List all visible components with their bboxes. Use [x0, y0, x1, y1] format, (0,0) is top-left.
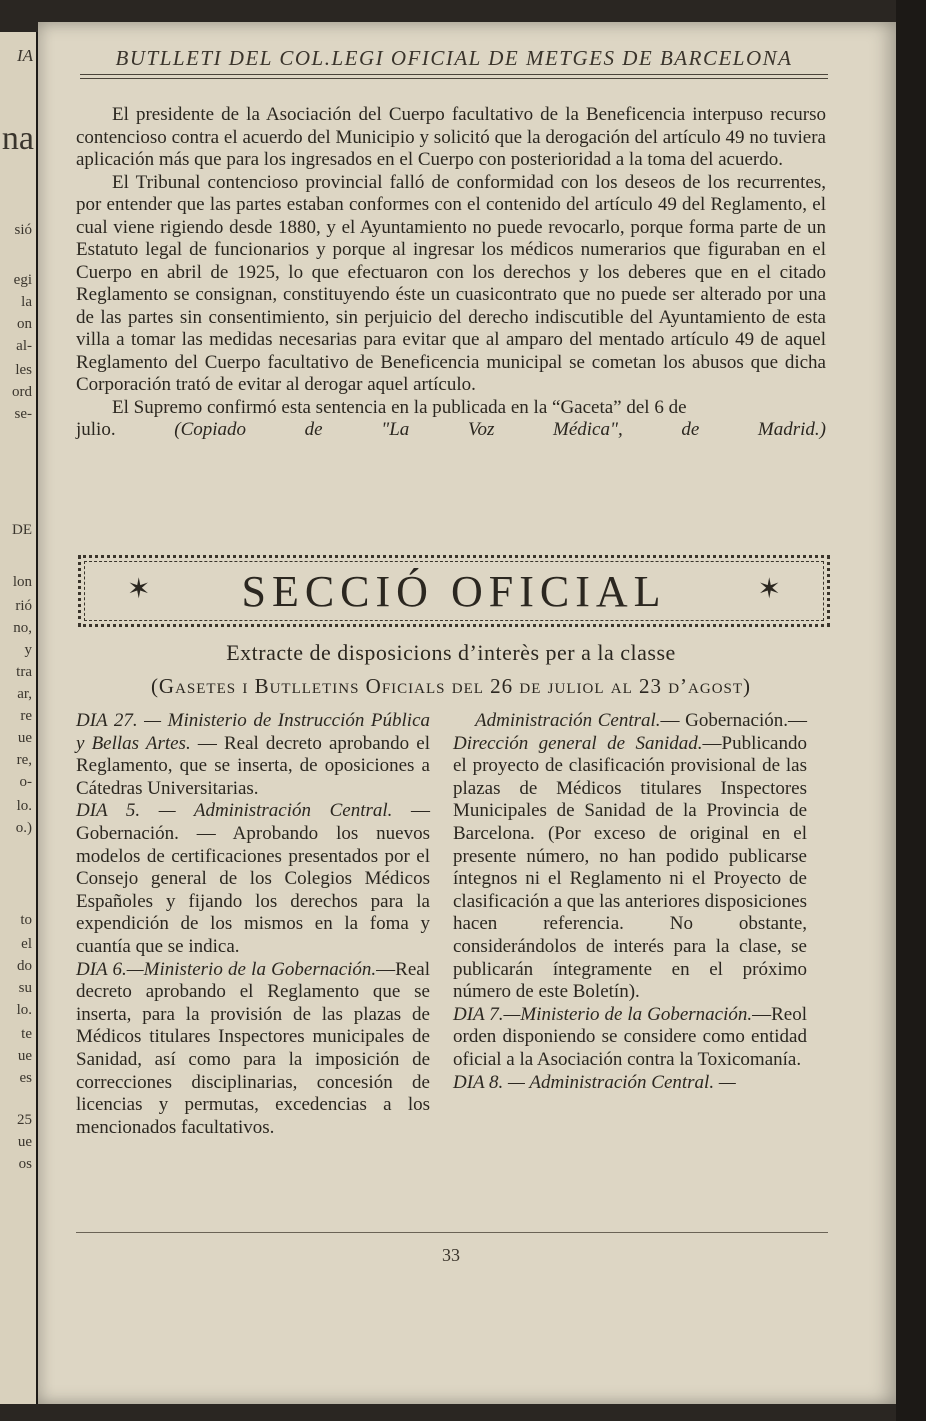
previous-page-text: es [19, 1070, 32, 1086]
entry-lead: DIA 5. — Administración Central. [76, 800, 393, 822]
entry [453, 710, 807, 1004]
previous-page-text: no, [13, 620, 32, 636]
previous-page-text: sió [14, 222, 32, 238]
previous-page-text: ue [17, 1134, 32, 1150]
footer-rule [76, 1232, 828, 1233]
previous-page-text: ue [17, 730, 32, 746]
entry-lead: DIA 7.—Ministerio de la Gobernación. [453, 1003, 753, 1025]
entry-lead: Dirección general de Sanidad. [453, 732, 703, 754]
previous-page-text: na [1, 120, 34, 157]
entry [453, 1004, 807, 1072]
previous-page-text: egi [13, 272, 32, 288]
entry [76, 959, 430, 1140]
entry [76, 710, 430, 800]
previous-page-text: la [21, 294, 32, 310]
section-title: SECCIÓ OFICIAL [241, 566, 667, 616]
previous-page-text: te [21, 1026, 32, 1042]
section-banner [78, 555, 830, 627]
attribution-line [76, 419, 826, 442]
previous-page-text: DE [12, 522, 32, 538]
entry [76, 800, 430, 958]
entry-lead: Administración Central. [475, 710, 661, 731]
paragraph: El Supremo confirmó esta sentencia en la publicada en la “Gaceta” del 6 de [112, 396, 687, 418]
paragraph: El presidente de la Asociación del Cuerpo facultativo de la Beneficencia interpuso recurso contencioso contra el acuerdo del Municipio y solicitó que la derogación del artículo 49 no tuviera aplicación más que para los ingresados en el Cuerpo con posterioridad a la toma del acuerdo. [76, 104, 826, 170]
previous-page-text: 25 [17, 1112, 32, 1128]
entry-text: —Publicando el proyecto de clasificación provisional de las plazas de Médicos titulares Inspectores Municipales de Sanidad de la Provincia de Barcelona. (Por exceso de original en el presente número, no han podido publicarse íntegnos ni el Reglamento ni el Proyecto de clasificación a que las anteriores disposiciones hacen referencia. No obstante, considerándolos de interés para la clase, se publicarán íntegramente en el próximo número de este Boletín). [453, 732, 808, 1003]
previous-page-text: do [17, 958, 32, 974]
binding-shadow [896, 0, 926, 1421]
head-rule [80, 74, 828, 75]
previous-page-text: o- [19, 774, 32, 790]
running-head: BUTLLETI DEL COL.LEGI OFICIAL DE METGES DE BARCELONA [115, 46, 793, 70]
previous-page-text: y [24, 642, 32, 658]
last-line-start: julio. [76, 419, 116, 440]
left-column [76, 710, 430, 1139]
previous-page-edge [0, 32, 38, 1404]
entry-text: — Real decreto aprobando el Reglamento, que se inserta, de oposiciones a Cátedras Universitarias. [76, 732, 430, 799]
banner-frame [84, 561, 824, 621]
previous-page-text: ar, [17, 686, 32, 702]
previous-page-text: se- [14, 406, 32, 422]
previous-page-text: les [15, 362, 32, 378]
previous-page-text: re, [16, 752, 32, 768]
entry-lead: DIA 8. — Administración Central. — [453, 1071, 736, 1093]
head-rule [80, 78, 828, 79]
previous-page-text: el [21, 936, 32, 952]
page [38, 22, 896, 1404]
entry-text: — Gobernación. — Aprobando los nuevos modelos de certificaciones presentados por el Consejo general de los Colegios Médicos Españoles y fijando los derechos para la expendición de los mismos en la foma y cuantía que se indica. [76, 800, 431, 957]
section-date-range: (Gasetes i Butlletins Oficials del 26 de juliol al 23 d’agost) [150, 674, 752, 698]
star-icon: ✶ [127, 574, 151, 605]
entry-lead: DIA 27. — Ministerio de Instrucción Pública y Bellas Artes. [76, 710, 430, 754]
entry-text: —Real decreto aprobando el Reglamento que se inserta, para la provisión de las plazas de Médicos titulares Inspectores municipales de Sanidad, así como para la imposición de correcciones disciplinarias, concesión de licencias y permutas, excedencias a los mencionados facultativos. [76, 958, 430, 1138]
previous-page-text: to [20, 912, 32, 928]
previous-page-text: su [18, 980, 32, 996]
previous-page-text: IA [16, 46, 33, 65]
previous-page-text: re [20, 708, 32, 724]
previous-page-text: os [18, 1156, 32, 1172]
entry-lead: DIA 6.—Ministerio de la Gobernación. [76, 958, 377, 980]
page-number: 33 [442, 1245, 460, 1265]
entry-text: — Gobernación.— [660, 710, 807, 731]
star-icon: ✶ [757, 574, 781, 605]
entry-text: —Reol orden disponiendo se considere como entidad oficial a la Asociación contra la Toxicomanía. [453, 1003, 807, 1070]
previous-page-text: o.) [15, 820, 32, 836]
previous-page-text: ue [17, 1048, 32, 1064]
previous-page-text: on [17, 316, 32, 332]
section-subtitle: Extracte de disposicions d’interès per a la classe [226, 640, 676, 665]
right-column [453, 710, 807, 1094]
previous-page-text: lon [12, 574, 32, 590]
article-body [76, 104, 826, 442]
previous-page-text: ord [12, 384, 32, 400]
previous-page-text: rió [15, 598, 32, 614]
previous-page-text: lo. [16, 798, 32, 814]
paragraph: El Tribunal contencioso provincial falló de conformidad con los deseos de los recurrentes, por entender que las partes estaban conformes con el contenido del artículo 49 del Reglamento, el cual viene rigiendo desde 1880, y el Ayuntamiento no puede revocarlo, porque forma parte de un Estatuto legal de funcionarios y porque al ingresar los médicos numerarios que figuraban en el Cuerpo en abril de 1925, lo que efectuaron con los derechos y los deberes que en el citado Reglamento se consignan, constituyendo éste un cuasicontrato que no puede ser alterado por una de las partes sin consentimiento, sin perjuicio del derecho indiscutible del Ayuntamiento de esta villa a tomar las medidas necesarias para evitar que al amparo del mentado artículo 49 de aquel Reglamento del Cuerpo facultativo de Beneficencia municipal se cometan los abusos que dicha Corporación trató de evitar al derogar aquel artículo. [76, 171, 826, 395]
entry [453, 1072, 807, 1095]
attribution: (Copiado de "La Voz Médica", de Madrid.) [174, 419, 826, 440]
previous-page-text: tra [16, 664, 32, 680]
previous-page-text: al- [16, 338, 32, 354]
previous-page-text: lo. [16, 1002, 32, 1018]
